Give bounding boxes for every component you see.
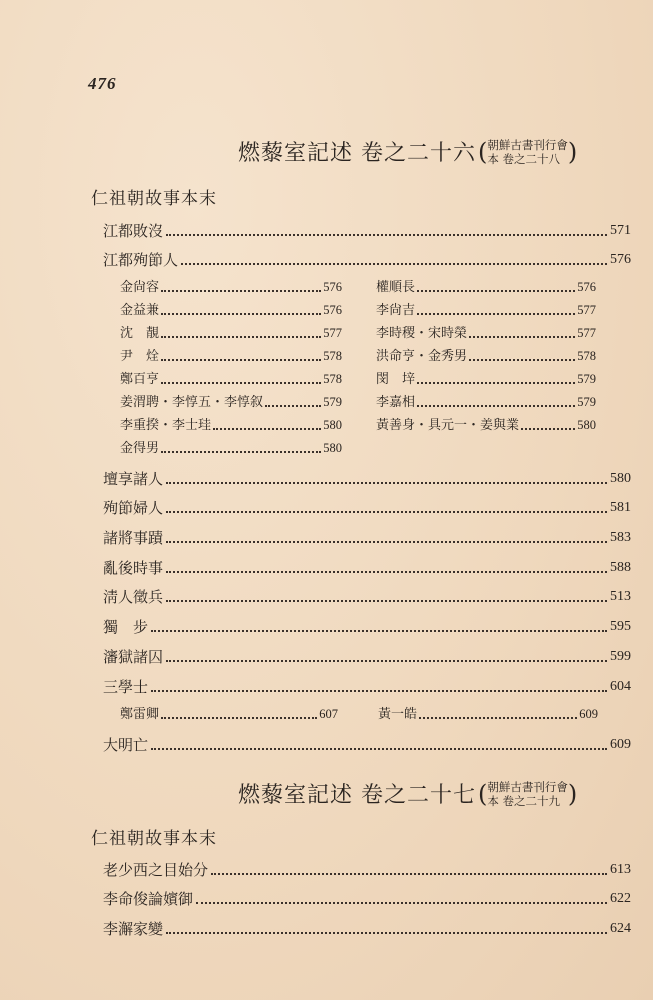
sub-entry-label: 黃善身・具元一・姜與業 [376,418,520,433]
sub-entry-page: 580 [323,441,342,455]
sub-entry [120,394,342,411]
toc-entry [103,221,631,241]
toc-entry-label: 淸人徵兵 [103,588,164,606]
volume-26-section-heading: 仁祖朝故事本末 [91,189,217,209]
leader-dots [166,541,607,543]
leader-dots [166,600,607,602]
sub-entry [120,302,342,319]
leader-dots [166,511,607,513]
toc-entry [103,498,631,518]
toc-entry-label: 亂後時事 [103,559,164,577]
sub-entry-label: 李時稷・宋時榮 [376,326,468,341]
sub-entry-label: 黃一皓 [378,707,418,722]
toc-entry-page: 583 [610,530,631,545]
sub-entry [376,417,596,434]
toc-entry-label: 李澥家變 [103,920,164,938]
leader-dots [181,263,607,265]
sub-entry [376,394,596,411]
leader-dots [196,902,607,904]
sub-entry-page: 579 [577,372,596,386]
sub-entry [376,279,596,296]
toc-entry-page: 588 [610,560,631,575]
volume-26-note: ( 朝鮮古書刊行會 本 卷之二十八 ) [478,137,578,166]
toc-entry-label: 三學士 [103,678,149,696]
leader-dots [151,630,607,632]
toc-entry [103,735,631,755]
toc-entry-page: 576 [610,252,631,267]
toc-entry [103,647,631,667]
sub-entry [376,371,596,388]
toc-entry-page: 581 [610,500,631,515]
sub-entry-page: 576 [323,280,342,294]
volume-26-note-line2: 本 卷之二十八 [487,151,561,166]
toc-entry-page: 599 [610,649,631,664]
sub-entry [376,325,596,342]
leader-dots [166,234,607,236]
volume-26-title: 燃藜室記述 卷之二十六 [238,141,476,166]
sub-entry-label: 尹 烇 [120,349,160,364]
leader-dots [166,660,607,662]
sub-entry-page: 578 [323,372,342,386]
toc-entry-page: 513 [610,589,631,604]
sub-entry [120,706,338,723]
toc-entry [103,860,631,880]
sub-entry-label: 閔 垶 [376,372,416,387]
leader-dots [166,482,607,484]
leader-dots [151,748,607,750]
toc-entry [103,617,631,637]
sub-entry-label: 沈 靚 [120,326,160,341]
toc-entry-label: 諸將事蹟 [103,529,164,547]
leader-dots [166,932,607,934]
toc-entry [103,558,631,578]
sub-entry [120,348,342,365]
volume-26-note-line1: 朝鮮古書刊行會 [487,137,568,152]
toc-entry-page: 604 [610,679,631,694]
volume-27-section-heading: 仁祖朝故事本末 [91,829,217,849]
sub-entry-label: 鄭百亨 [120,372,160,387]
toc-entry [103,528,631,548]
toc-entry [103,677,631,697]
toc-entry-label: 大明亡 [103,736,149,754]
sub-entry-page: 577 [577,326,596,340]
sub-entry-page: 580 [577,418,596,432]
sub-entry-page: 577 [577,303,596,317]
sub-entry [120,325,342,342]
sub-entry-label: 姜渭聘・李惇五・李惇叙 [120,395,264,410]
volume-27-note-line1: 朝鮮古書刊行會 [487,779,568,794]
toc-entry-page: 571 [610,223,631,238]
sub-entry [120,279,342,296]
sub-entry-page: 609 [579,707,598,721]
sub-entry-page: 576 [323,303,342,317]
toc-entry-label: 瀋獄諸囚 [103,648,164,666]
sub-entry-label: 洪命亨・金秀男 [376,349,468,364]
volume-27-title: 燃藜室記述 卷之二十七 [238,783,476,808]
leader-dots [151,690,607,692]
toc-entry-page: 580 [610,471,631,486]
toc-entry [103,919,631,939]
sub-entry-page: 580 [323,418,342,432]
toc-entry [103,889,631,909]
sub-entry-label: 李重揆・李士珪 [120,418,212,433]
volume-27-title-block [238,778,577,809]
toc-entry-label: 殉節婦人 [103,499,164,517]
sub-entry [376,348,596,365]
toc-entry-page: 595 [610,619,631,634]
sub-entry-page: 579 [577,395,596,409]
toc-entry-label: 老少西之目始分 [103,861,209,879]
sub-entry [378,706,598,723]
sub-entry-label: 李尙吉 [376,303,416,318]
sub-entry-label: 金得男 [120,441,160,456]
volume-26-title-block [238,136,577,167]
sub-entry-label: 金尙容 [120,280,160,295]
sub-entry-page: 607 [319,707,338,721]
leader-dots [211,873,607,875]
sub-entry-page: 576 [577,280,596,294]
sub-entry-page: 578 [577,349,596,363]
toc-entry-label: 李命俊論嬪御 [103,890,194,908]
toc-entry-page: 609 [610,737,631,752]
leader-dots [166,571,607,573]
sub-entry [376,302,596,319]
volume-27-note: ( 朝鮮古書刊行會 本 卷之二十九 ) [478,779,578,808]
sub-entry-label: 權順長 [376,280,416,295]
sub-entry-page: 577 [323,326,342,340]
toc-entry-label: 壇享諸人 [103,470,164,488]
toc-entry-label: 江都殉節人 [103,251,179,269]
toc-entry [103,469,631,489]
toc-entry-page: 622 [610,891,631,906]
sub-entry-label: 鄭雷卿 [120,707,160,722]
toc-entry-label: 獨 步 [103,618,149,636]
sub-entry-page: 579 [323,395,342,409]
volume-27-note-line2: 本 卷之二十九 [487,793,561,808]
sub-entry [120,371,342,388]
sub-entry-page: 578 [323,349,342,363]
toc-entry [103,250,631,270]
toc-entry-page: 624 [610,921,631,936]
sub-entry [120,417,342,434]
sub-entry-label: 金益兼 [120,303,160,318]
toc-entry [103,587,631,607]
sub-entry-label: 李嘉相 [376,395,416,410]
toc-entry-page: 613 [610,862,631,877]
sub-entry [120,440,342,457]
page-number: 476 [88,74,117,93]
toc-entry-label: 江都敗沒 [103,222,164,240]
